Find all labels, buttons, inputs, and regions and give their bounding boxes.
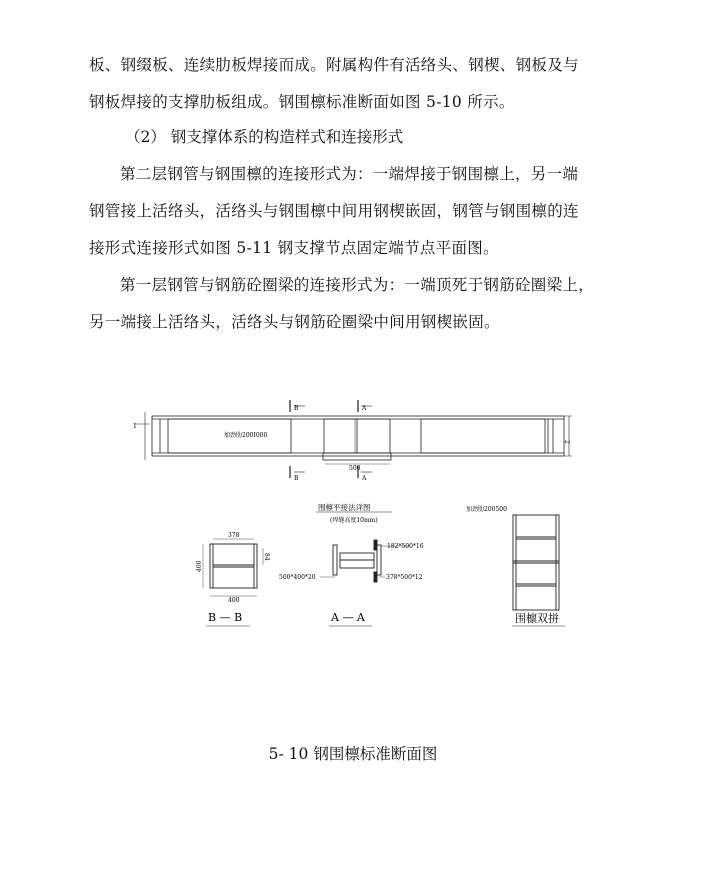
section-bb-outline [210, 544, 257, 588]
text-line: 接形式连接形式如图 5-11 钢支撑节点固定端节点平面图。 [89, 239, 499, 257]
text-line: 另一端接上活络头，活络头与钢筋砼圈梁中间用钢楔嵌固。 [89, 313, 500, 331]
text-line: 第二层钢管与钢围檩的连接形式为：一端焊接于钢围檩上，另一端 [120, 165, 579, 183]
section-heading: （2） 钢支撑体系的构造样式和连接形式 [125, 128, 404, 146]
bb-dim-top: 378 [228, 532, 240, 539]
bb-dim-left: 400 [196, 560, 203, 572]
section-aa-web [340, 553, 374, 568]
text-line: 板、钢缀板、连续肋板焊接而成。附属构件有活络头、钢楔、钢板及与 [89, 56, 579, 74]
text-line: 第一层钢管与钢筋砼圈梁的连接形式为：一端顶死于钢筋砼圈梁上， [120, 276, 595, 294]
splice-title: 围檩平接法详图 [318, 503, 371, 512]
section-b-mark-bottom: B [294, 475, 299, 482]
splice-note: (焊缝高度10mm) [330, 517, 378, 524]
beam-elevation-outline [152, 416, 564, 456]
bb-dim-right: 84 [263, 553, 270, 561]
left-dimension: 1 [133, 423, 137, 430]
text-line: 钢板焊接的支撑肋板组成。钢围檩标准断面如图 5-10 所示。 [89, 93, 515, 111]
bb-dim-bottom: 400 [228, 597, 240, 604]
section-bb-label: B — B [208, 611, 243, 624]
plate-spec-1: 182*500*16 [387, 543, 424, 550]
double-stiffener-label: 加劲肋200500 [466, 506, 507, 513]
figure-caption: 5- 10 钢围檩标准断面图 [268, 745, 438, 763]
stiffener-label: 加劲肋200I000 [224, 432, 268, 439]
right-dimension: 2 [563, 440, 570, 444]
double-waler-label: 围檩双拼 [515, 612, 559, 625]
dimension-500: 500 [349, 465, 361, 472]
section-b-mark-top: B [294, 405, 299, 412]
section-aa-label: A — A [331, 611, 365, 624]
text-line: 钢管接上活络头，活络头与钢围檩中间用钢楔嵌固，钢管与钢围檩的连 [89, 202, 579, 220]
plate-spec-2: 500*400*20 [279, 574, 316, 581]
section-a-mark-top: A [362, 405, 367, 412]
plate-spec-3: 378*500*12 [386, 574, 423, 581]
section-a-mark-bottom: A [362, 475, 367, 482]
double-waler-outline [513, 515, 559, 610]
